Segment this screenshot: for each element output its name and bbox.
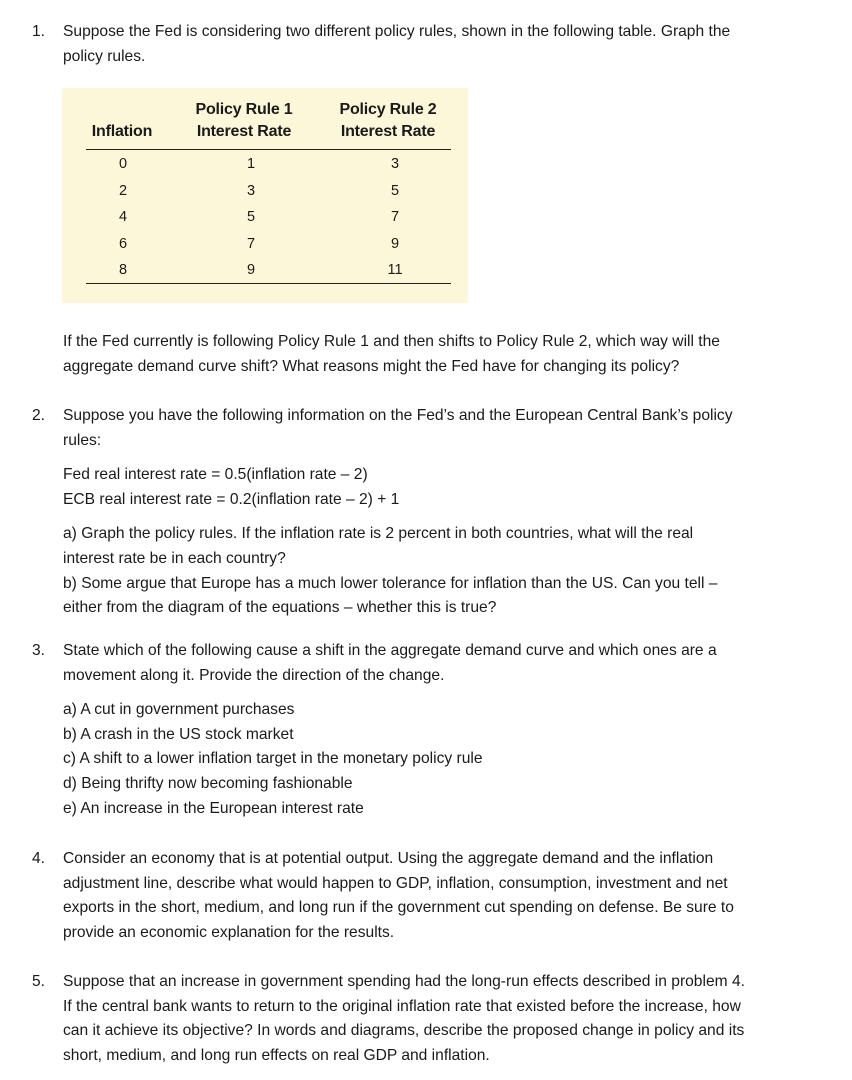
text-line: can it achieve its objective? In words and diagrams, describe the proposed change in policy and its <box>63 1022 745 1040</box>
text-line: movement along it. Provide the direction of the change. <box>63 666 445 684</box>
text-line: Suppose you have the following information on the Fed’s and the European Central Bank’s policy <box>63 407 733 424</box>
text-line: Consider an economy that is at potential output. Using the aggregate demand and the inflation <box>63 850 714 867</box>
table-cell: 7 <box>390 209 400 225</box>
question-number: 2. <box>32 407 46 424</box>
question-text <box>63 847 816 945</box>
text-line: Suppose the Fed is considering two different policy rules, shown in the following table. Graph the <box>63 23 731 40</box>
list-item: e) An increase in the European interest rate <box>63 799 364 817</box>
question-text <box>63 20 816 69</box>
table-cell: 4 <box>118 209 128 225</box>
question-text <box>63 404 816 621</box>
text-line: If the central bank wants to return to the original inflation rate that existed before the increase, how <box>63 997 741 1015</box>
table-cell: 3 <box>246 182 256 199</box>
table-cell: 11 <box>387 262 403 278</box>
policy-rule-table <box>62 88 468 303</box>
header-rule1-line1: Policy Rule 1 <box>195 101 293 118</box>
table-cell: 2 <box>118 182 128 199</box>
equations <box>63 463 816 512</box>
footer-rule <box>86 283 451 284</box>
text-line: policy rules. <box>63 47 146 65</box>
table-cell: 5 <box>246 209 256 225</box>
equation-ecb: ECB real interest rate = 0.2(inflation rate – 2) + 1 <box>63 490 400 508</box>
equation-fed: Fed real interest rate = 0.5(inflation rate – 2) <box>63 466 368 484</box>
table-cell: 9 <box>390 235 400 252</box>
text-line: State which of the following cause a shift in the aggregate demand curve and which ones are a <box>63 642 717 659</box>
question-number: 4. <box>32 850 46 867</box>
question-number: 5. <box>32 973 46 990</box>
item-list <box>63 698 816 821</box>
text-line: a) Graph the policy rules. If the inflation rate is 2 percent in both countries, what will the real <box>63 525 694 543</box>
text-line: exports in the short, medium, and long run if the government cut spending on defense. Be sure to <box>63 899 734 917</box>
subquestions <box>63 522 816 620</box>
table-cell: 3 <box>390 156 400 172</box>
text-line: aggregate demand curve shift? What reasons might the Fed have for changing its policy? <box>63 357 680 375</box>
table-cell: 5 <box>390 182 400 199</box>
table-cell: 1 <box>246 156 256 172</box>
text-line: either from the diagram of the equations – whether this is true? <box>63 599 497 617</box>
header-rule2-line1: Policy Rule 2 <box>339 101 437 118</box>
text-line: rules: <box>63 431 102 449</box>
list-item: a) A cut in government purchases <box>63 701 295 719</box>
text-line: Suppose that an increase in government spending had the long-run effects described in problem 4. <box>63 973 745 990</box>
list-item: c) A shift to a lower inflation target in the monetary policy rule <box>63 750 483 768</box>
text-line: interest rate be in each country? <box>63 549 286 567</box>
question-text <box>63 639 816 821</box>
text-line: b) Some argue that Europe has a much lower tolerance for inflation than the US. Can you tell – <box>63 574 718 592</box>
table-cell: 6 <box>118 235 128 252</box>
text-line: provide an economic explanation for the results. <box>63 923 395 941</box>
table-cell: 9 <box>246 262 256 278</box>
question-text <box>63 970 816 1068</box>
question-number: 3. <box>32 642 46 659</box>
table-cell: 8 <box>118 262 128 278</box>
header-rule <box>86 149 451 150</box>
header-inflation: Inflation <box>91 123 153 140</box>
table-cell: 0 <box>118 156 128 172</box>
text-line: adjustment line, describe what would happen to GDP, inflation, consumption, investment and net <box>63 874 728 892</box>
text-line: If the Fed currently is following Policy Rule 1 and then shifts to Policy Rule 2, which way will the <box>63 333 720 350</box>
table-cell: 7 <box>246 235 256 252</box>
header-rule1-line2: Interest Rate <box>196 123 292 140</box>
list-item: d) Being thrifty now becoming fashionable <box>63 774 353 792</box>
list-item: b) A crash in the US stock market <box>63 725 294 743</box>
header-rule2-line2: Interest Rate <box>340 123 436 140</box>
question-number: 1. <box>32 23 46 40</box>
text-line: short, medium, and long run effects on real GDP and inflation. <box>63 1046 490 1064</box>
